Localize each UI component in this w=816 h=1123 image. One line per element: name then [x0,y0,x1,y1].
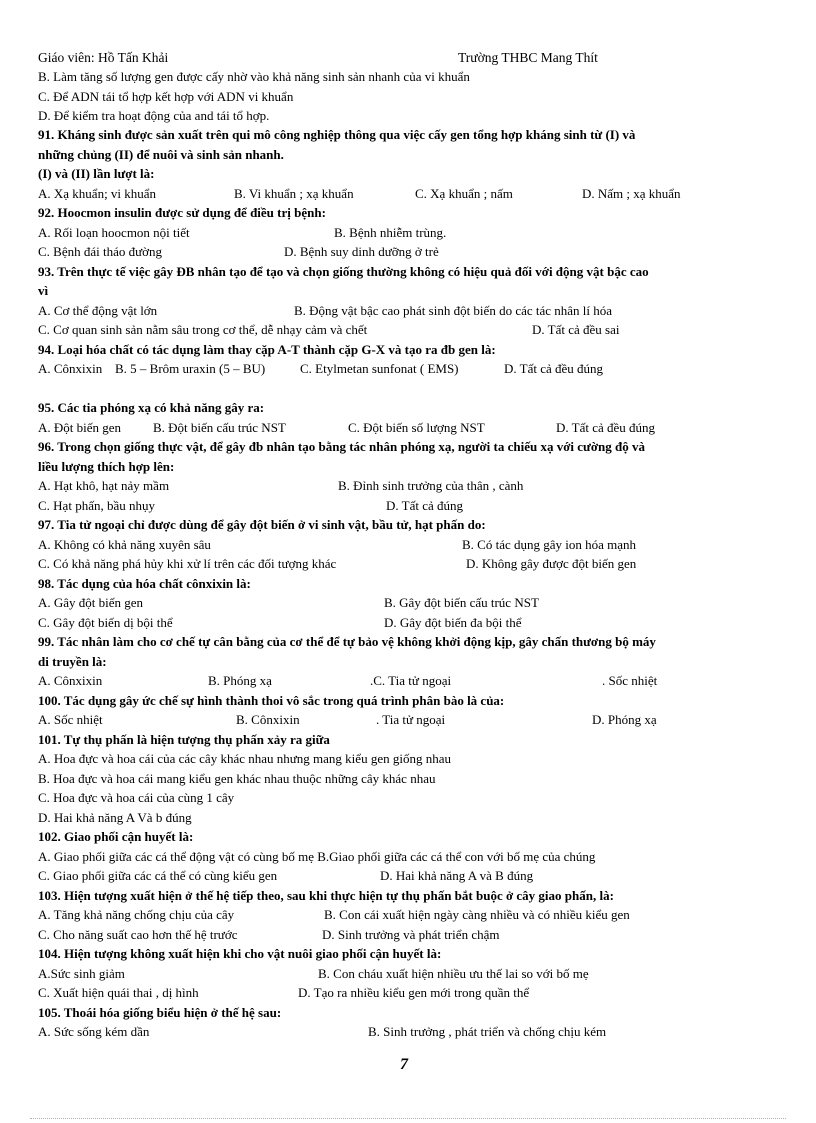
option-d: D. Tất cả đều sai [532,322,620,337]
question-97-options-cd [38,556,796,574]
option-c: C. Hạt phấn, bầu nhụy [38,498,155,513]
question-104-text: 104. Hiện tượng không xuất hiện khi cho vật nuôi giao phối cận huyết là: [38,946,442,961]
intro-line-b: B. Làm tăng số lượng gen được cấy nhờ vào khả năng sinh sản nhanh của vi khuẩn [38,69,470,84]
option-b: B. Động vật bậc cao phát sinh đột biến do các tác nhân lí hóa [294,303,613,318]
option-a: A. Tăng khả năng chống chịu của cây [38,907,235,922]
option-c: C. Xạ khuẩn ; nấm [415,186,513,201]
option-c: . Tia tử ngoại [376,712,446,727]
question-105-text: 105. Thoái hóa giống biểu hiện ở thế hệ sau: [38,1005,282,1020]
option-d: D. Sinh trưởng và phát triển chậm [322,927,500,942]
option-d: D. Bệnh suy dinh dưỡng ở trẻ [284,244,439,259]
option-b: B. Vi khuẩn ; xạ khuẩn [234,186,354,201]
option-a: A. Sốc nhiệt [38,712,103,727]
question-97-options-ab [38,537,796,555]
question-99-text: 99. Tác nhân làm cho cơ chế tự cân bằng của cơ thể để tự bảo vệ không khởi động kịp, gây chấn thương bộ máy [38,634,656,649]
option-a: A. Xạ khuẩn; vi khuẩn [38,186,157,201]
question-105-options-ab [38,1024,796,1042]
question-93-options-cd [38,322,796,340]
question-102-options-cd [38,868,796,886]
option-c: C. Gây đột biến dị bội thể [38,615,173,630]
option-a: A. Hạt khô, hạt nảy mầm [38,478,170,493]
option-b: B. Cônxixin [236,712,300,727]
question-103-text: 103. Hiện tượng xuất hiện ở thế hệ tiếp theo, sau khi thực hiện tự thụ phấn bắt buộc ở cây giao phấn, là: [38,888,614,903]
question-95-text: 95. Các tia phóng xạ có khả năng gây ra: [38,400,265,415]
intro-line-c: C. Để ADN tái tổ hợp kết hợp với ADN vi khuẩn [38,89,294,104]
option-b: B. 5 – Brôm uraxin (5 – BU) [115,361,266,376]
question-92-text: 92. Hoocmon insulin được sử dụng để điều trị bệnh: [38,205,326,220]
question-92-options-ab [38,225,796,243]
option-c: .C. Tia tử ngoại [370,673,452,688]
question-94-text: 94. Loại hóa chất có tác dụng làm thay cặp A-T thành cặp G-X và tạo ra đb gen là: [38,342,496,357]
option-d: D. Hai khả năng A và B đúng [380,868,534,883]
question-97-text: 97. Tia tử ngoại chỉ được dùng để gây đột biến ở vi sinh vật, bầu tử, hạt phấn do: [38,517,486,532]
question-101-text: 101. Tự thụ phấn là hiện tượng thụ phấn xảy ra giữa [38,732,330,747]
option-b: B. Đột biến cấu trúc NST [153,420,286,435]
question-93-options-ab [38,303,796,321]
question-96-text: 96. Trong chọn giống thực vật, để gây đb nhân tạo bằng tác nhân phóng xạ, người ta chiếu xạ với cường độ và [38,439,646,454]
question-93-text: 93. Trên thực tế việc gây ĐB nhân tạo để tạo và chọn giống thường không có hiệu quả đối với động vật bậc cao [38,264,649,279]
option-d: . Sốc nhiệt [602,673,658,688]
question-101-option-c: C. Hoa đực và hoa cái của cùng 1 cây [38,790,235,805]
option-c: C. Có khả năng phá hủy khi xử lí trên các đối tượng khác [38,556,337,571]
question-96-options-cd [38,498,796,516]
question-98-options-ab [38,595,796,613]
question-92-options-cd [38,244,796,262]
option-a: A. Cônxixin [38,361,103,376]
question-91-text-cont2: (I) và (II) lần lượt là: [38,166,155,181]
option-c: C. Bệnh đái tháo đường [38,244,163,259]
question-91-text-cont: những chủng (II) để nuôi và sinh sản nhanh. [38,147,284,162]
option-d: D. Tất cả đều đúng [504,361,604,376]
option-c: C. Cho năng suất cao hơn thế hệ trước [38,927,238,942]
question-95-options [38,420,796,438]
option-b: B. Phóng xạ [208,673,272,688]
question-101-option-b: B. Hoa đực và hoa cái mang kiểu gen khác nhau thuộc những cây khác nhau [38,771,436,786]
option-a: A. Không có khả năng xuyên sâu [38,537,211,552]
option-d: D. Nấm ; xạ khuẩn [582,186,681,201]
option-b: B. Con cái xuất hiện ngày càng nhiều và có nhiều kiểu gen [324,907,630,922]
question-96-text-cont: liều lượng thích hợp lên: [38,459,175,474]
question-93-text-cont: vì [38,283,49,298]
question-96-options-ab [38,478,796,496]
option-b: B. Con cháu xuất hiện nhiều ưu thế lai so với bố mẹ [318,966,589,981]
option-c: C. Cơ quan sinh sản nằm sâu trong cơ thể, dễ nhạy cảm và chết [38,322,368,337]
option-d: D. Tất cả đều đúng [556,420,656,435]
question-101-option-a: A. Hoa đực và hoa cái của các cây khác nhau nhưng mang kiểu gen giống nhau [38,751,451,766]
option-a: A. Gây đột biến gen [38,595,144,610]
question-91-options [38,186,796,204]
option-b: B. Có tác dụng gây ion hóa mạnh [462,537,637,552]
teacher-name: Giáo viên: Hồ Tấn Khải [38,50,169,65]
option-d: D. Gây đột biến đa bội thể [384,615,522,630]
option-b: B. Bệnh nhiễm trùng. [334,225,447,240]
option-d: D. Phóng xạ [592,712,657,727]
option-c: C. Etylmetan sunfonat ( EMS) [300,361,459,376]
question-98-options-cd [38,615,796,633]
option-b: B. Đỉnh sinh trưởng của thân , cành [338,478,524,493]
option-d: D. Không gây được đột biến gen [466,556,637,571]
option-d: D. Tạo ra nhiều kiểu gen mới trong quần thể [298,985,530,1000]
option-c: C. Đột biến số lượng NST [348,420,485,435]
option-a: A. Cônxixin [38,673,103,688]
question-94-options [38,361,796,379]
option-c: C. Xuất hiện quái thai , dị hình [38,985,199,1000]
option-c: C. Giao phối giữa các cá thể có cùng kiểu gen [38,868,278,883]
page-header [38,50,796,68]
question-91-text: 91. Kháng sinh được sản xuất trên qui mô công nghiệp thông qua việc cấy gen tổng hợp kháng sinh từ (I) và [38,127,636,142]
question-101-option-d: D. Hai khả năng A Và b đúng [38,810,192,825]
option-b: B. Gây đột biến cấu trúc NST [384,595,539,610]
page-number: 7 [400,1056,408,1073]
question-103-options-ab [38,907,796,925]
question-100-text: 100. Tác dụng gây ức chế sự hình thành thoi vô sắc trong quá trình phân bào là của: [38,693,505,708]
option-a: A. Sức sống kém dần [38,1024,150,1039]
option-a: A. Cơ thể động vật lớn [38,303,158,318]
question-102-options-ab: A. Giao phối giữa các cá thể động vật có cùng bố mẹ B.Giao phối giữa các cá thể con với bố mẹ của chúng [38,849,596,864]
question-103-options-cd [38,927,796,945]
question-99-options [38,673,796,691]
question-99-text-cont: di truyền là: [38,654,107,669]
option-a: A.Sức sinh giảm [38,966,125,981]
question-104-options-ab [38,966,796,984]
question-98-text: 98. Tác dụng của hóa chất cônxixin là: [38,576,251,591]
question-102-text: 102. Giao phối cận huyết là: [38,829,194,844]
question-100-options [38,712,796,730]
option-a: A. Rối loạn hoocmon nội tiết [38,225,190,240]
option-a: A. Đột biến gen [38,420,122,435]
intro-line-d: D. Để kiểm tra hoạt động của and tái tổ hợp. [38,108,270,123]
option-b: B. Sinh trưởng , phát triển và chống chịu kém [368,1024,607,1039]
page-bottom-divider [30,1118,786,1119]
question-104-options-cd [38,985,796,1003]
school-name: Trường THBC Mang Thít [458,50,598,65]
option-d: D. Tất cả đúng [386,498,464,513]
